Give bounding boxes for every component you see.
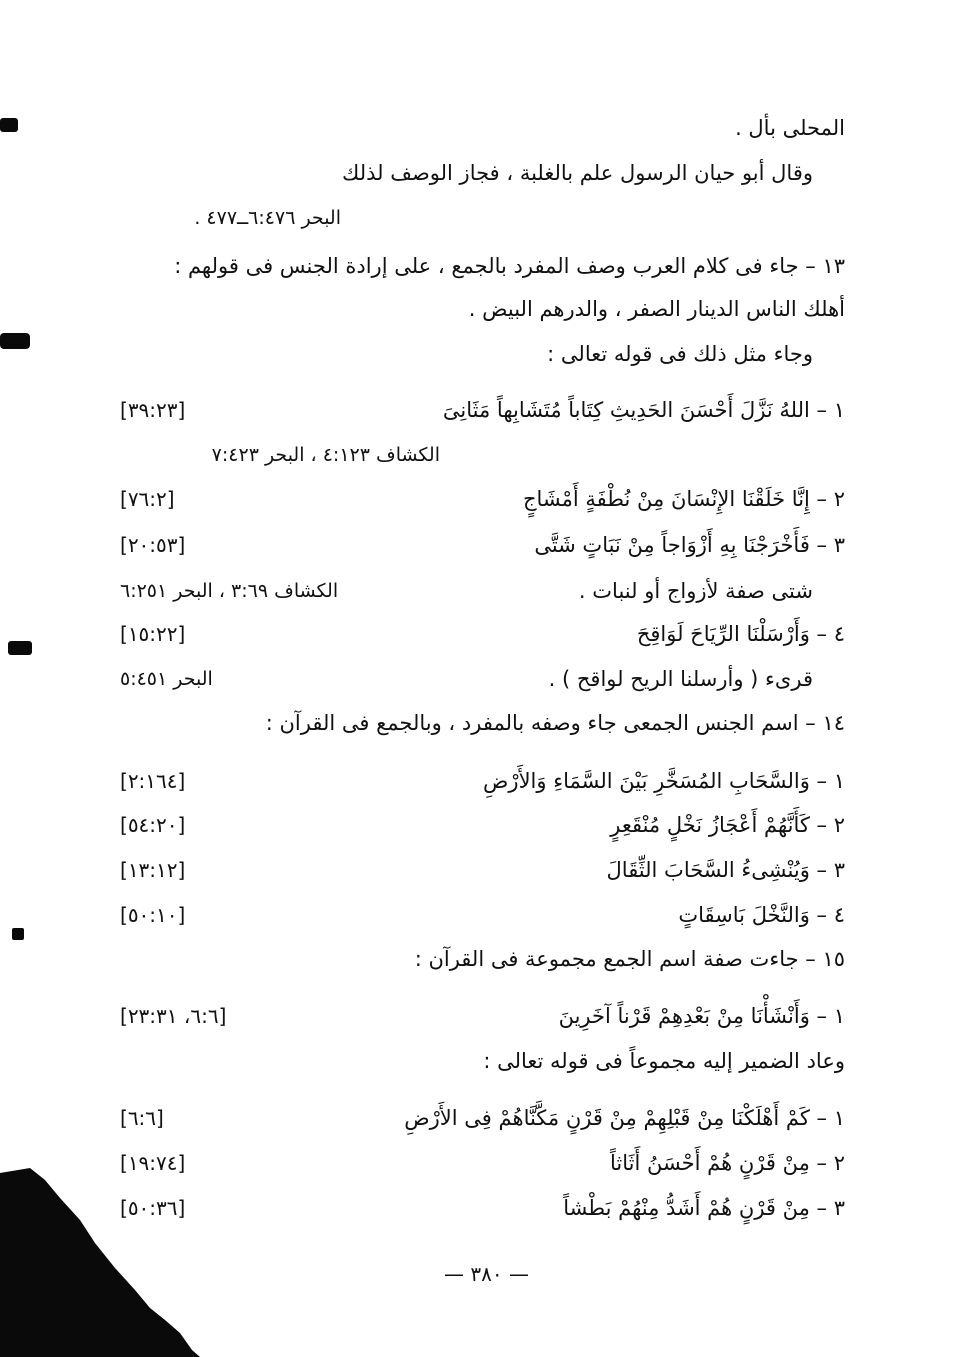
verse-reference: [٢:١٦٤] <box>120 769 186 793</box>
verse-line: ٢ – كَأَنَّهُمْ أَعْجَازُ نَخْلٍ مُنْقَعِرٍ <box>610 813 845 837</box>
verse-reference: [١٥:٢٢] <box>120 622 186 646</box>
source-citation: البحر ٥:٤٥١ <box>120 668 213 690</box>
verse-reference: [٥٤:٢٠] <box>120 813 186 837</box>
verse-reference: [٧٦:٢] <box>120 487 175 511</box>
verse-line: ٢ – إِنَّا خَلَقْنَا الإِنْسَانَ مِنْ نُطْفَةٍ أَمْشَاجٍ <box>522 487 845 511</box>
section-heading: ١٤ – اسم الجنس الجمعى جاء وصفه بالمفرد ، وبالجمع فى القرآن : <box>265 711 845 735</box>
page-number: — ٣٨٠ — <box>444 1262 529 1286</box>
verse-reference: [٦:٦، ٢٣:٣١] <box>120 1004 227 1028</box>
section-heading: ١٣ – جاء فى كلام العرب وصف المفرد بالجمع ، على إرادة الجنس فى قولهم : <box>174 254 845 278</box>
verse-line: ٣ – فَأَخْرَجْنَا بِهِ أَزْوَاجاً مِنْ نَبَاتٍ شَتَّى <box>534 533 845 557</box>
verse-line: ٤ – وَأَرْسَلْنَا الرِّيَاحَ لَوَاقِحَ <box>636 622 845 646</box>
verse-reference: [٣٩:٢٣] <box>120 398 186 422</box>
verse-reference: [١٣:١٢] <box>120 858 186 882</box>
verse-line: ١ – وَالسَّحَابِ المُسَخَّرِ بَيْنَ السَّمَاءِ وَالأَرْضِ <box>483 769 845 793</box>
text-line: أهلك الناس الدينار الصفر ، والدرهم البيض . <box>468 297 845 321</box>
verse-line: ١ – كَمْ أَهْلَكْنَا مِنْ قَبْلِهِمْ مِنْ قَرْنٍ مَكَّنَّاهُمْ فِى الأَرْضِ <box>404 1106 845 1130</box>
verse-reference: [٦:٦] <box>120 1106 164 1130</box>
scan-mark <box>8 641 32 655</box>
text-line: وعاد الضمير إليه مجموعاً فى قوله تعالى : <box>483 1049 845 1073</box>
verse-line: ٣ – وَيُنْشِىءُ السَّحَابَ الثِّقَالَ <box>606 858 845 882</box>
verse-reference: [٢٠:٥٣] <box>120 533 186 557</box>
verse-line: ٣ – مِنْ قَرْنٍ هُمْ أَشَدُّ مِنْهُمْ بَطْشاً <box>563 1196 845 1220</box>
source-citation: الكشاف ٣:٦٩ ، البحر ٦:٢٥١ <box>120 580 339 602</box>
text-line: المحلى بأل . <box>735 116 845 140</box>
verse-line: ٤ – وَالنَّخْلَ بَاسِقَاتٍ <box>678 903 845 927</box>
text-line: شتى صفة لأزواج أو لنبات . <box>578 579 813 603</box>
source-citation: البحر ٦:٤٧٦ــ٤٧٧ . <box>194 207 341 229</box>
verse-line: ٢ – مِنْ قَرْنٍ هُمْ أَحْسَنُ أَثَاثاً <box>609 1151 845 1175</box>
scan-mark <box>12 928 24 940</box>
text-line: وجاء مثل ذلك فى قوله تعالى : <box>547 342 813 366</box>
verse-reference: [١٩:٧٤] <box>120 1151 186 1175</box>
verse-reference: [٥٠:١٠] <box>120 903 186 927</box>
verse-line: ١ – اللهُ نَزَّلَ أَحْسَنَ الحَدِيثِ كِتَاباً مُتَشَابِهاً مَثَانِىَ <box>442 398 845 422</box>
section-heading: ١٥ – جاءت صفة اسم الجمع مجموعة فى القرآن : <box>414 947 845 971</box>
source-citation: الكشاف ٤:١٢٣ ، البحر ٧:٤٢٣ <box>211 444 440 466</box>
text-line: وقال أبو حيان الرسول علم بالغلبة ، فجاز الوصف لذلك <box>342 161 813 185</box>
scan-mark <box>0 118 18 132</box>
scan-mark <box>0 333 30 349</box>
verse-line: ١ – وَأَنْشَأْنَا مِنْ بَعْدِهِمْ قَرْناً آخَرِينَ <box>558 1004 845 1028</box>
text-line: قرىء ( وأرسلنا الريح لواقح ) . <box>548 667 813 691</box>
verse-reference: [٥٠:٣٦] <box>120 1196 186 1220</box>
